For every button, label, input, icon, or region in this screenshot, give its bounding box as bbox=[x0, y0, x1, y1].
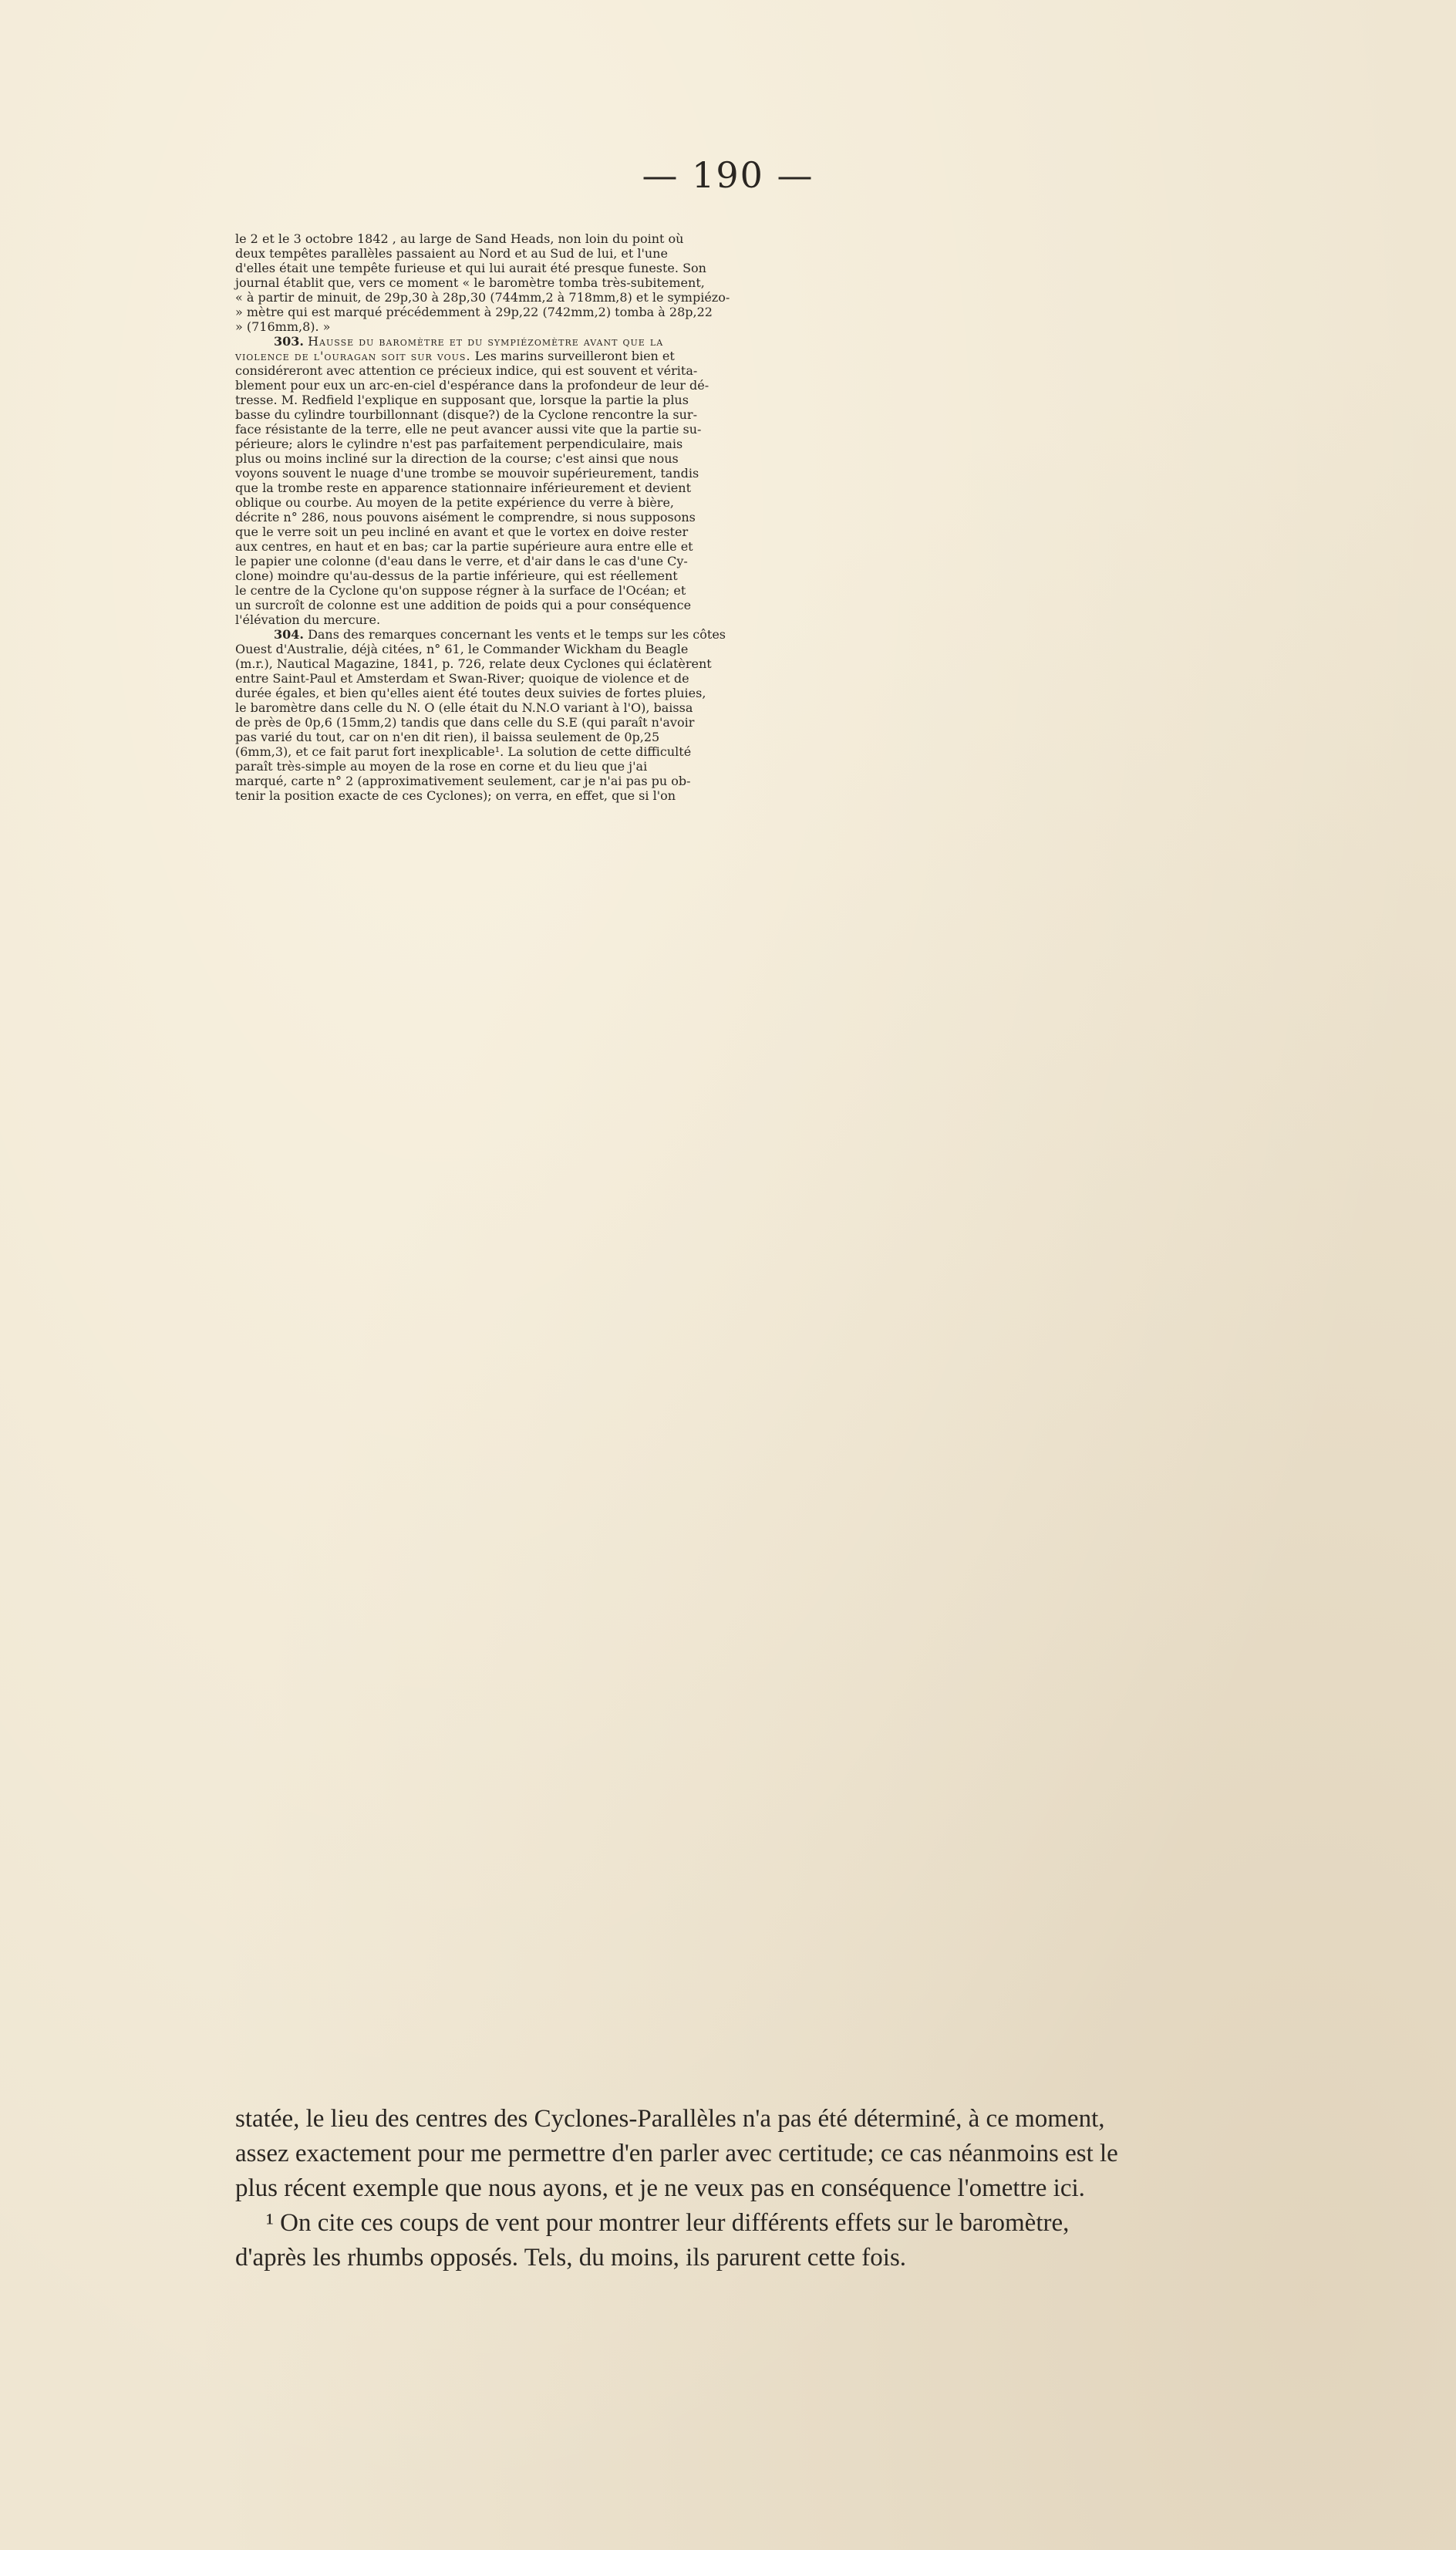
text-line: de près de 0p,6 (15mm,2) tandis que dans celle du S.E (qui paraît n'avoir bbox=[235, 715, 695, 730]
text-line: marqué, carte n° 2 (approximativement seulement, car je n'ai pas pu ob- bbox=[235, 774, 691, 788]
section-title-cont: violence de l'ouragan soit sur vous. bbox=[235, 349, 471, 363]
footnote-line: assez exactement pour me permettre d'en parler avec certitude; ce cas néanmoins est le bbox=[235, 2140, 1118, 2167]
text-line: voyons souvent le nuage d'une trombe se mouvoir supérieurement, tandis bbox=[235, 466, 699, 481]
opening-paragraph bbox=[235, 231, 1415, 334]
text-line: tenir la position exacte de ces Cyclones); on verra, en effet, que si l'on bbox=[235, 788, 676, 803]
text-line: paraît très-simple au moyen de la rose en corne et du lieu que j'ai bbox=[235, 759, 648, 774]
main-text bbox=[235, 231, 1415, 803]
text-line: entre Saint-Paul et Amsterdam et Swan-River; quoique de violence et de bbox=[235, 671, 689, 686]
text-line: oblique ou courbe. Au moyen de la petite expérience du verre à bière, bbox=[235, 495, 674, 510]
text-line: » (716mm,8). » bbox=[235, 319, 331, 334]
text-line: pas varié du tout, car on n'en dit rien), il baissa seulement de 0p,25 bbox=[235, 730, 660, 744]
text-line: décrite n° 286, nous pouvons aisément le comprendre, si nous supposons bbox=[235, 510, 696, 525]
page-number: — 190 — bbox=[642, 154, 814, 196]
section-304 bbox=[235, 627, 1415, 803]
text-line: journal établit que, vers ce moment « le baromètre tomba très-subitement, bbox=[235, 275, 705, 290]
text-line: deux tempêtes parallèles passaient au Nord et au Sud de lui, et l'une bbox=[235, 246, 668, 261]
footnote-line: d'après les rhumbs opposés. Tels, du moins, ils parurent cette fois. bbox=[235, 2244, 907, 2272]
text-line: clone) moindre qu'au-dessus de la partie inférieure, qui est réellement bbox=[235, 568, 678, 583]
section-heading bbox=[235, 627, 1415, 642]
text-line: que la trombe reste en apparence stationnaire inférieurement et devient bbox=[235, 481, 692, 495]
section-number: 303. bbox=[274, 334, 304, 349]
section-title: Hausse du baromètre et du sympiézomètre avant que la bbox=[308, 334, 664, 349]
text-line: le papier une colonne (d'eau dans le verre, et d'air dans le cas d'une Cy- bbox=[235, 554, 688, 568]
section-303 bbox=[235, 334, 1415, 627]
text-line: le baromètre dans celle du N. O (elle était du N.N.O variant à l'O), baissa bbox=[235, 700, 693, 715]
text-fragment: Les marins surveilleront bien et bbox=[470, 349, 675, 363]
text-line: durée égales, et bien qu'elles aient été toutes deux suivies de fortes pluies, bbox=[235, 686, 706, 700]
text-line: périeure; alors le cylindre n'est pas parfaitement perpendiculaire, mais bbox=[235, 437, 683, 451]
text-line: plus ou moins incliné sur la direction de la course; c'est ainsi que nous bbox=[235, 451, 679, 466]
text-line: basse du cylindre tourbillonnant (disque?) de la Cyclone rencontre la sur- bbox=[235, 407, 697, 422]
text-line: que le verre soit un peu incliné en avant et que le vortex en doive rester bbox=[235, 525, 689, 539]
text-line: « à partir de minuit, de 29p,30 à 28p,30 (744mm,2 à 718mm,8) et le sympiézo- bbox=[235, 290, 730, 305]
text-line: aux centres, en haut et en bas; car la partie supérieure aura entre elle et bbox=[235, 539, 693, 554]
text-line: (m.r.), Nautical Magazine, 1841, p. 726, relate deux Cyclones qui éclatèrent bbox=[235, 656, 712, 671]
text-line: face résistante de la terre, elle ne peut avancer aussi vite que la partie su- bbox=[235, 422, 702, 437]
text-line: un surcroît de colonne est une addition de poids qui a pour conséquence bbox=[235, 598, 692, 612]
text-line: le 2 et le 3 octobre 1842 , au large de Sand Heads, non loin du point où bbox=[235, 231, 684, 246]
text-line: » mètre qui est marqué précédemment à 29p,22 (742mm,2) tomba à 28p,22 bbox=[235, 305, 713, 319]
text-line bbox=[235, 349, 1415, 363]
footnote-line: plus récent exemple que nous ayons, et je ne veux pas en conséquence l'omettre ici. bbox=[235, 2174, 1085, 2202]
section-heading bbox=[235, 334, 1415, 349]
text-line: l'élévation du mercure. bbox=[235, 612, 381, 627]
text-fragment: Dans des remarques concernant les vents et le temps sur les côtes bbox=[308, 627, 726, 642]
text-line: (6mm,3), et ce fait parut fort inexplicable¹. La solution de cette difficulté bbox=[235, 744, 692, 759]
text-line: considéreront avec attention ce précieux indice, qui est souvent et vérita- bbox=[235, 363, 698, 378]
footnote-line: ¹ On cite ces coups de vent pour montrer leur différents effets sur le baromètre, bbox=[266, 2209, 1070, 2237]
footnotes bbox=[235, 2102, 1415, 2275]
text-line: d'elles était une tempête furieuse et qui lui aurait été presque funeste. Son bbox=[235, 261, 706, 275]
text-line: blement pour eux un arc-en-ciel d'espérance dans la profondeur de leur dé- bbox=[235, 378, 709, 393]
section-number: 304. bbox=[274, 627, 304, 642]
footnote-line: statée, le lieu des centres des Cyclones-Parallèles n'a pas été déterminé, à ce moment, bbox=[235, 2105, 1105, 2133]
text-line: tresse. M. Redfield l'explique en supposant que, lorsque la partie la plus bbox=[235, 393, 689, 407]
text-line: Ouest d'Australie, déjà citées, n° 61, le Commander Wickham du Beagle bbox=[235, 642, 689, 656]
text-line: le centre de la Cyclone qu'on suppose régner à la surface de l'Océan; et bbox=[235, 583, 686, 598]
